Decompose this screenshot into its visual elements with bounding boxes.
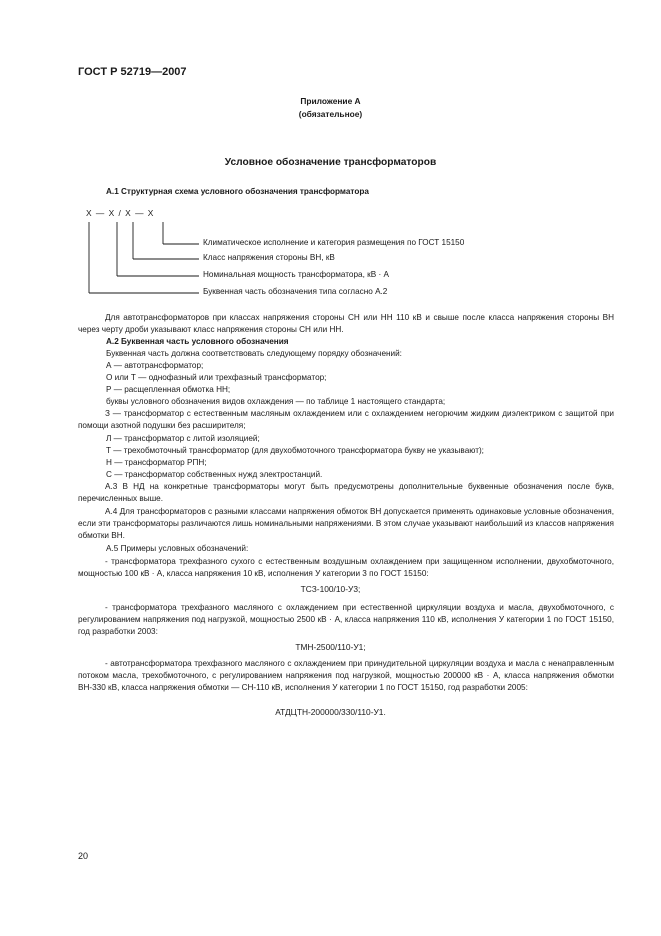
a2-item: Т — трехобмоточный трансформатор (для двухобмоточного трансформатора букву не указывают); [106, 446, 484, 455]
scheme-label-climate: Климатическое исполнение и категория размещения по ГОСТ 15150 [203, 238, 465, 247]
a2-item: Р — расщепленная обмотка НН; [106, 385, 231, 394]
a1-heading: А.1 Структурная схема условного обозначения трансформатора [106, 187, 369, 196]
a2-intro: Буквенная часть должна соответствовать следующему порядку обозначений: [106, 349, 402, 358]
example-code: ТСЗ-100/10-У3; [300, 584, 361, 594]
a2-item: О или Т — однофазный или трехфазный трансформатор; [106, 373, 327, 382]
example-text: - автотрансформатора трехфазного масляного с охлаждением при принудительной циркуляции воздуха и масла с ненаправленным потоком масла, трехобмоточного, с регулированием напряжения под нагрузкой, мощностью 200000 кВ · А, класса напряжения обмотки ВН-330 кВ, класса напряжения обмотки — СН-110 кВ, исполнения У категории 1 по ГОСТ 15150, год разработки 2005: [78, 659, 614, 692]
a2-item: А — автотрансформатор; [106, 361, 204, 370]
appendix-title: Приложение А [300, 96, 361, 106]
a2-item: З — трансформатор с естественным масляным охлаждением или с охлаждением негорючим жидким диэлектриком с защитой при помощи азотной подушки без расширителя; [78, 409, 614, 430]
section-title: Условное обозначение трансформаторов [224, 157, 437, 168]
a4-paragraph: А.4 Для трансформаторов с разными классами напряжения обмоток ВН допускается применять одинаковые условные обозначения, если эти трансформаторы различаются лишь номинальными напряжениями. В этом случае указывают наибольший из классов напряжения обмотки ВН. [78, 507, 614, 540]
document-header: ГОСТ Р 52719—2007 [78, 66, 187, 78]
a2-heading: А.2 Буквенная часть условного обозначения [106, 337, 289, 346]
scheme-label-letter-part: Буквенная часть обозначения типа согласно А.2 [203, 287, 388, 296]
example-text: - трансформатора трехфазного масляного с охлаждением при естественной циркуляции воздуха и масла, двухобмоточного, с регулированием напряжения под нагрузкой, мощностью 2500 кВ · А, класса напряжения 110 кВ, исполнения У категории 1 по ГОСТ 15150, год разработки 2003: [78, 603, 614, 636]
scheme-label-power: Номинальная мощность трансформатора, кВ · А [203, 270, 389, 279]
a2-item: С — трансформатор собственных нужд электростанций. [106, 470, 323, 479]
a2-item: Н — трансформатор РПН; [106, 458, 207, 467]
page-number: 20 [78, 851, 89, 861]
a3-paragraph: А.3 В НД на конкретные трансформаторы могут быть предусмотрены дополнительные буквенные обозначения после букв, перечисленных выше. [78, 482, 614, 503]
example-text: - трансформатора трехфазного сухого с естественным воздушным охлаждением при защищенном исполнении, двухобмоточного, мощностью 100 кВ · А, класса напряжения 10 кВ, исполнения У категории 3 по ГОСТ 15150: [78, 557, 614, 578]
example-code: АТДЦТН-200000/330/110-У1. [275, 707, 386, 717]
scheme-label-voltage-class: Класс напряжения стороны ВН, кВ [203, 253, 335, 262]
a2-item: буквы условного обозначения видов охлаждения — по таблице 1 настоящего стандарта; [106, 397, 446, 406]
a5-heading: А.5 Примеры условных обозначений: [106, 544, 249, 553]
a2-item: Л — трансформатор с литой изоляцией; [106, 434, 260, 443]
example-code: ТМН-2500/110-У1; [295, 642, 366, 652]
appendix-status: (обязательное) [298, 109, 363, 119]
paragraph-autotransformer: Для автотрансформаторов при классах напряжения стороны СН или НН 110 кВ и свыше после класса напряжения стороны ВН через черту дроби указывают класс напряжения стороны СН или НН. [78, 313, 614, 334]
scheme-formula: X — X / X — X [86, 208, 154, 218]
